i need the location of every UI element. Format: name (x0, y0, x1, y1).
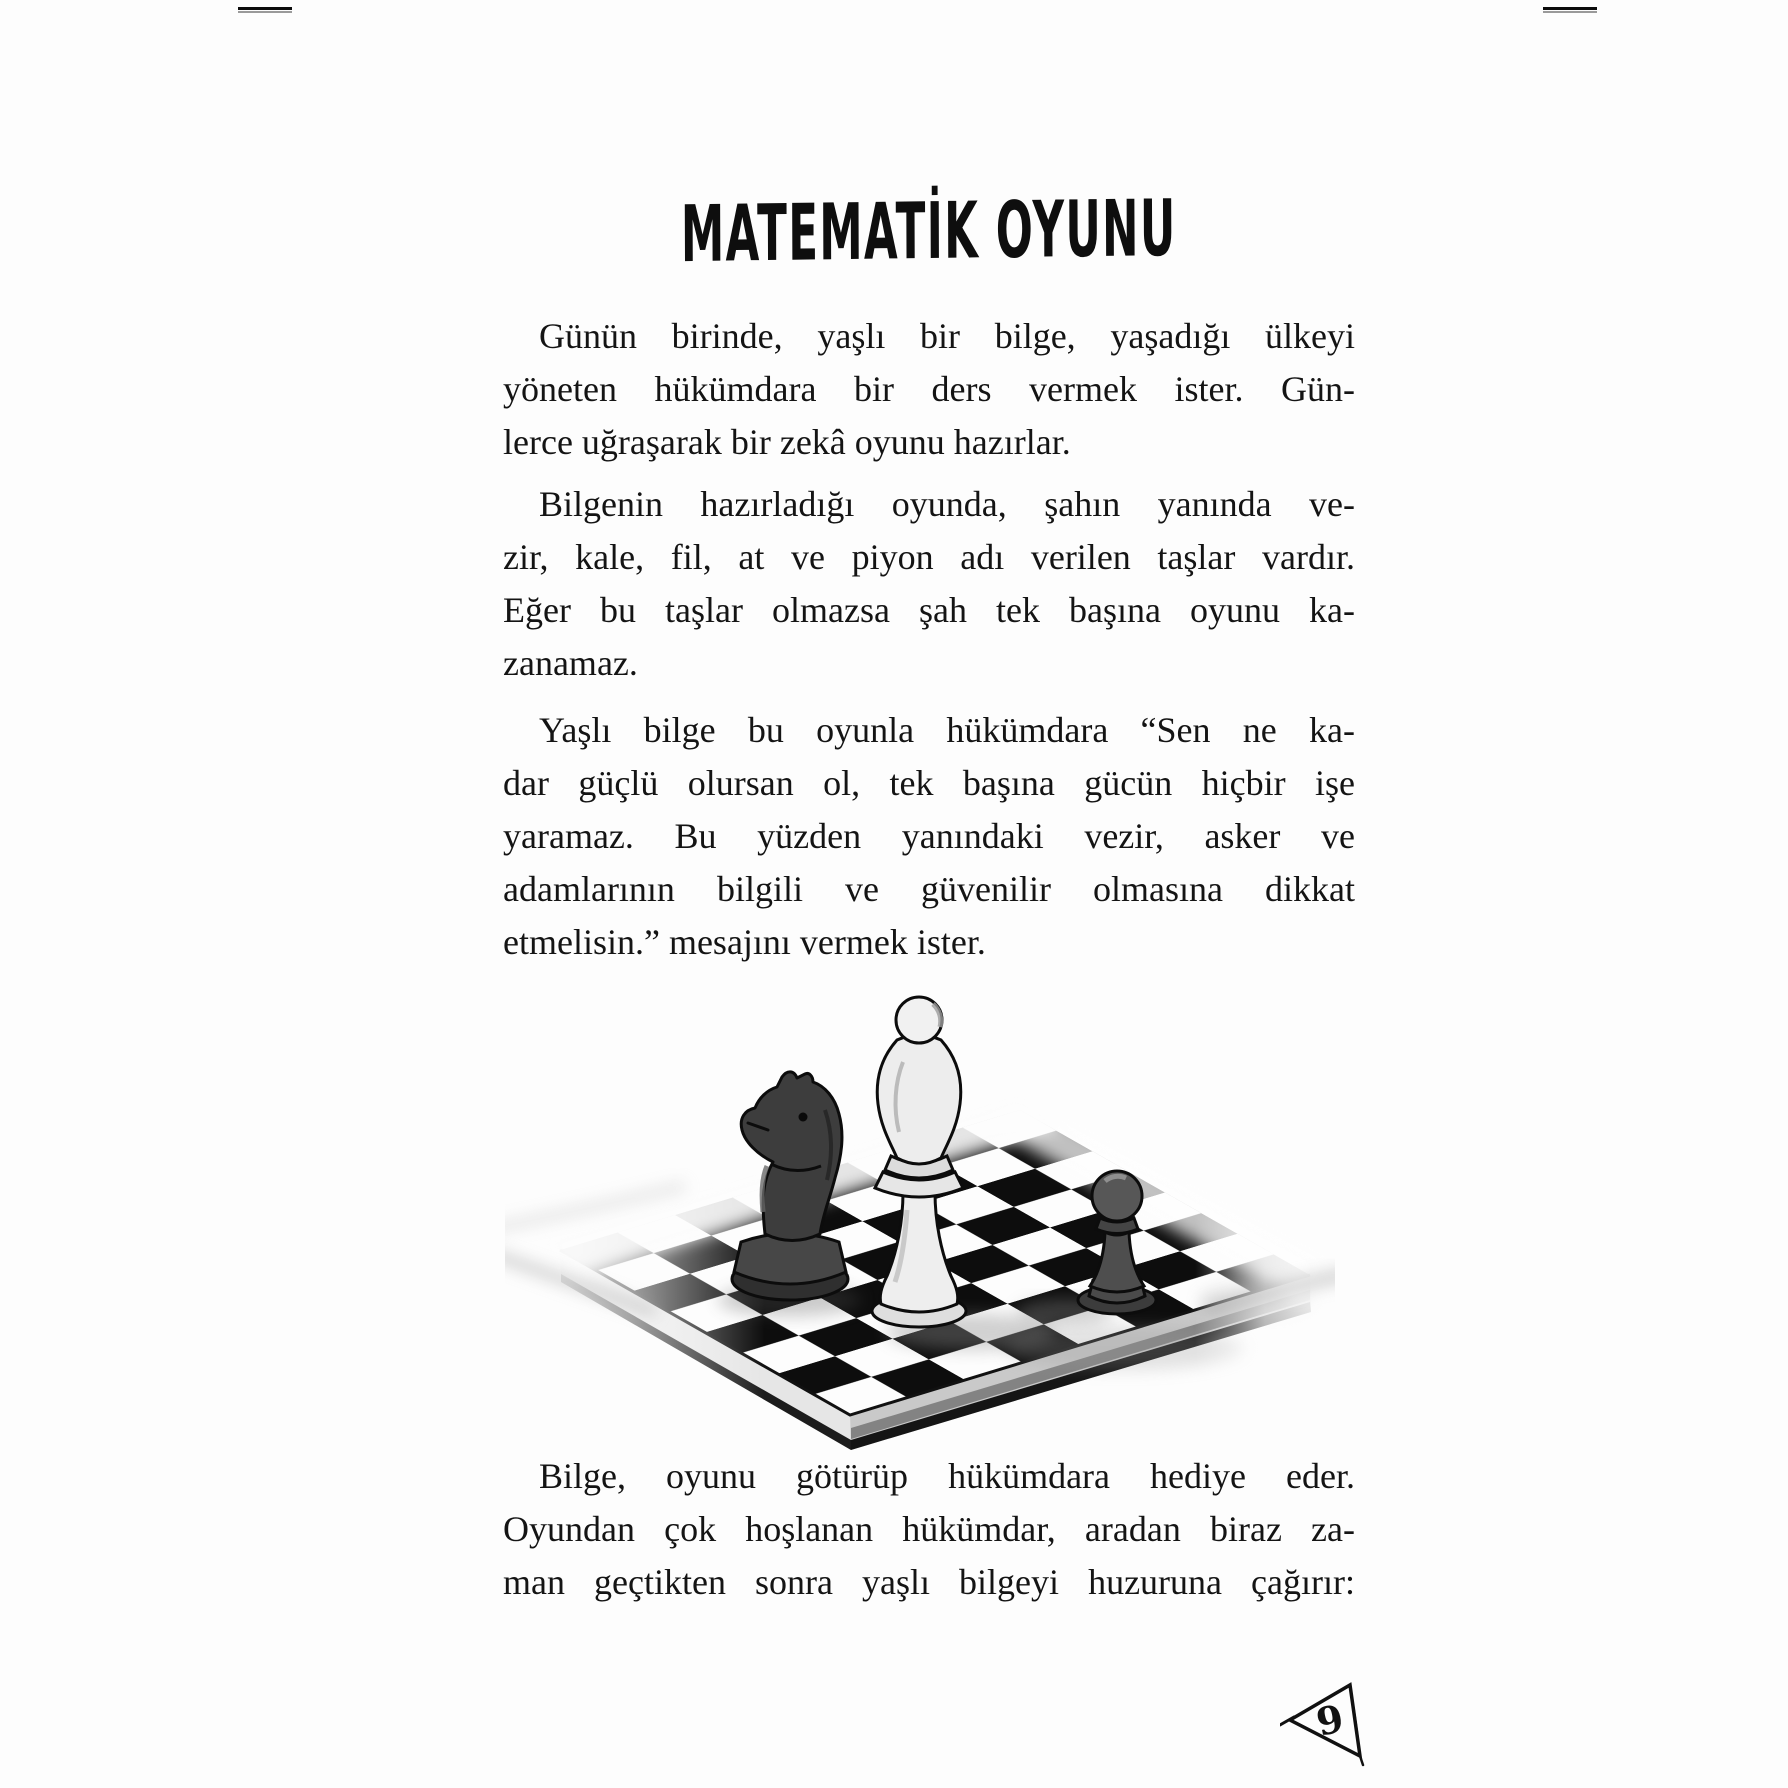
chessboard-drawing (505, 880, 1335, 1460)
text-line: Oyundan çok hoşlanan hükümdar, aradan biraz za- (503, 1509, 1355, 1549)
body-text-upper (503, 310, 1355, 969)
body-text-lower (503, 1450, 1355, 1609)
text-line: man geçtikten sonra yaşlı bilgeyi huzuruna çağırır: (503, 1562, 1355, 1602)
text-line: yöneten hükümdara bir ders vermek ister. Gün- (503, 369, 1355, 409)
page-number-marker (1280, 1676, 1380, 1774)
page-number: 9 (1312, 1695, 1348, 1745)
mark-line-thick (238, 7, 292, 10)
text-line: zir, kale, fil, at ve piyon adı verilen taşlar vardır. (503, 537, 1355, 577)
text-line: adamlarının bilgili ve güvenilir olmasına dikkat (503, 869, 1355, 909)
paragraph-1 (503, 310, 1355, 469)
text-line: yaramaz. Bu yüzden yanındaki vezir, asker ve (503, 816, 1355, 856)
paragraph-2 (503, 478, 1355, 690)
text-line: Günün birinde, yaşlı bir bilge, yaşadığı ülkeyi (539, 316, 1355, 356)
mark-line-thin (1543, 11, 1597, 13)
page-number-triangle-icon (1280, 1676, 1380, 1774)
corner-mark-right (1543, 7, 1597, 13)
text-line: zanamaz. (503, 643, 638, 683)
chess-illustration (505, 880, 1335, 1460)
text-line: etmelisin.” mesajını vermek ister. (503, 922, 986, 962)
chapter-title (503, 182, 1355, 280)
corner-mark-left (238, 7, 292, 13)
text-line: Yaşlı bilge bu oyunla hükümdara “Sen ne ka- (539, 710, 1355, 750)
chapter-title-text: MATEMATİK OYUNU (681, 182, 1178, 280)
text-line: Bilge, oyunu götürüp hükümdara hediye eder. (539, 1456, 1355, 1496)
paragraph-4 (503, 1450, 1355, 1609)
text-line: lerce uğraşarak bir zekâ oyunu hazırlar. (503, 422, 1071, 462)
mark-line-thin (238, 11, 292, 13)
text-line: Eğer bu taşlar olmazsa şah tek başına oyunu ka- (503, 590, 1355, 630)
text-line: dar güçlü olursan ol, tek başına gücün hiçbir işe (503, 763, 1355, 803)
text-line: Bilgenin hazırladığı oyunda, şahın yanında ve- (539, 484, 1355, 524)
mark-line-thick (1543, 7, 1597, 10)
